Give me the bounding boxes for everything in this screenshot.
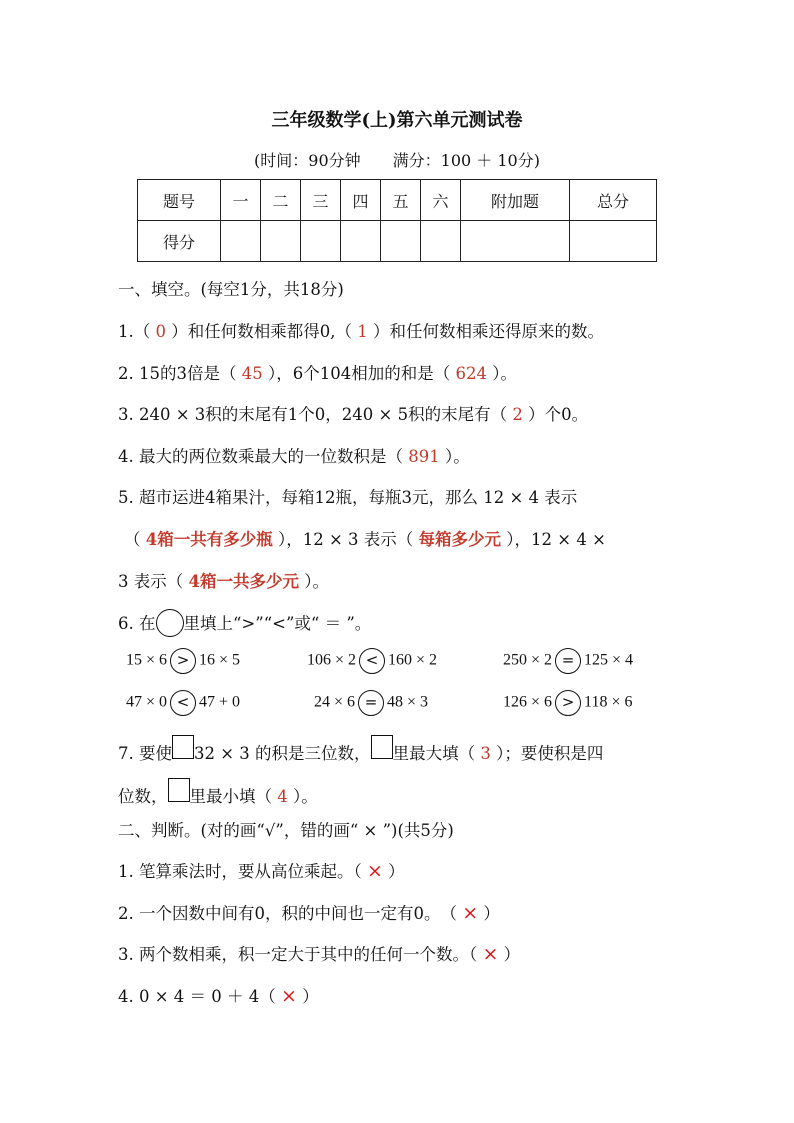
question-6 (118, 610, 371, 639)
question-text: ，12 × 3 表示 (286, 530, 397, 549)
question-text: 1. (118, 322, 134, 341)
question-text: 3 表示 (118, 572, 167, 591)
comparison-item (126, 648, 240, 674)
question-text: ，6个104相加的和是 (276, 364, 434, 383)
comparison-item (126, 690, 240, 716)
comparison-answer: = (358, 690, 384, 716)
answer: 1 (357, 322, 368, 341)
question-5-line-3: 3 表示（ 4箱一共多少元 ）。 (118, 572, 329, 591)
question-text: 个0。 (544, 405, 589, 424)
answer: 4箱一共有多少瓶 (145, 530, 273, 549)
expression: 24 × 6 (314, 693, 356, 711)
expression: 15 × 6 (126, 651, 168, 669)
answer: 4 (277, 787, 288, 806)
question-text: 里最大填（ (392, 744, 476, 763)
question-text: 2. 15的3倍是 (118, 364, 220, 383)
score-input-cell[interactable] (341, 221, 381, 262)
question-text: 。 (312, 572, 329, 591)
table-cell: 总分 (570, 180, 657, 221)
question-text: 。 (500, 364, 517, 383)
question-5-line-2: （ 4箱一共有多少瓶 ），12 × 3 表示（ 每箱多少元 ），12 × 4 × (124, 530, 606, 549)
table-cell: 六 (421, 180, 461, 221)
question-7-line-2 (118, 778, 318, 807)
score-input-cell[interactable] (421, 221, 461, 262)
wrong-mark-icon: × (482, 943, 499, 965)
section-heading-fill-blank: 一、填空。(每空1分，共18分) (118, 280, 344, 299)
score-table-score-row (138, 221, 657, 262)
question-text: 6. 在 (118, 614, 156, 633)
question-text: ）；要使积是四 (496, 744, 604, 763)
question-text: 和任何数相乘都得0, (187, 322, 336, 341)
square-box-icon (371, 735, 393, 759)
answer: 3 (480, 744, 491, 763)
answer: 每箱多少元 (418, 530, 502, 549)
comparison-item (314, 690, 428, 716)
comparison-item (307, 648, 437, 674)
score-input-cell[interactable] (261, 221, 301, 262)
table-cell: 一 (221, 180, 261, 221)
score-input-cell[interactable] (570, 221, 657, 262)
question-text: 7. 要使 (118, 744, 172, 763)
page-title: 三年级数学(上)第六单元测试卷 (271, 110, 523, 131)
score-input-cell[interactable] (461, 221, 570, 262)
answer: 0 (155, 322, 166, 341)
question-text: ，12 × 4 × (514, 530, 606, 549)
expression: 106 × 2 (307, 651, 357, 669)
answer: 624 (455, 364, 487, 383)
question-text: 。 (453, 447, 470, 466)
table-cell: 四 (341, 180, 381, 221)
comparison-answer: = (555, 648, 581, 674)
expression: 118 × 6 (584, 693, 633, 711)
answer: 4箱一共多少元 (188, 572, 299, 591)
comparison-answer: > (170, 648, 196, 674)
expression: 47 + 0 (199, 693, 241, 711)
question-text: 位数， (118, 787, 168, 806)
judgement-item: 1. 笔算乘法时，要从高位乘起。（ × ） (118, 860, 405, 882)
wrong-mark-icon: × (367, 860, 383, 882)
table-cell: 三 (301, 180, 341, 221)
comparison-item (503, 648, 633, 674)
comparison-answer: > (555, 690, 581, 716)
question-text: 里填上“>”“<”或“ ＝ ”。 (183, 614, 372, 633)
answer: 891 (408, 447, 440, 466)
judgement-item: 2. 一个因数中间有0，积的中间也一定有0。 （ × ） (118, 902, 500, 924)
question-7-line-1 (118, 735, 603, 764)
score-table-header-row (138, 180, 657, 221)
question-3: 3. 240 × 3积的末尾有1个0，240 × 5积的末尾有（ 2 ）个0。 (118, 405, 589, 424)
score-input-cell[interactable] (221, 221, 261, 262)
question-text: 1. 笔算乘法时，要从高位乘起。 (118, 862, 354, 881)
answer: 2 (512, 405, 523, 424)
question-5-line-1: 5. 超市运进4箱果汁，每箱12瓶，每瓶3元，那么 12 × 4 表示 (118, 488, 578, 507)
circle-icon (156, 609, 184, 637)
expression: 250 × 2 (503, 651, 553, 669)
question-text: 里最小填（ (189, 787, 272, 806)
question-4: 4. 最大的两位数乘最大的一位数积是（ 891 ）。 (118, 447, 470, 466)
question-text: 4. 最大的两位数乘最大的一位数积是 (118, 447, 387, 466)
score-table (137, 179, 657, 262)
question-text: 32 × 3 的积是三位数， (194, 744, 371, 763)
question-text: 和任何数相乘还得原来的数。 (389, 322, 604, 341)
expression: 160 × 2 (388, 651, 438, 669)
table-cell: 二 (261, 180, 301, 221)
exam-info: (时间：90分钟 满分：100 ＋ 10分) (254, 151, 540, 170)
question-text: ）。 (293, 787, 318, 806)
comparison-item (503, 690, 632, 716)
question-text: 4. 0 × 4 ＝ 0 ＋ 4 (118, 987, 260, 1006)
comparison-answer: < (170, 690, 196, 716)
square-box-icon (172, 735, 194, 759)
wrong-mark-icon: × (462, 902, 479, 924)
table-cell: 得分 (138, 221, 221, 262)
comparison-answer: < (359, 648, 385, 674)
expression: 48 × 3 (387, 693, 429, 711)
question-text: 2. 一个因数中间有0，积的中间也一定有0。 (118, 904, 433, 923)
table-cell: 五 (381, 180, 421, 221)
score-input-cell[interactable] (301, 221, 341, 262)
answer: 45 (241, 364, 263, 383)
judgement-item: 4. 0 × 4 ＝ 0 ＋ 4（ × ） (118, 985, 319, 1007)
expression: 126 × 6 (503, 693, 553, 711)
section-heading-true-false: 二、判断。(对的画“√”，错的画“ × ”)(共5分) (118, 821, 454, 840)
question-1: 1.（ 0 ）和任何数相乘都得0,（ 1 ）和任何数相乘还得原来的数。 (118, 322, 604, 341)
question-2: 2. 15的3倍是（ 45 ），6个104相加的和是（ 624 ）。 (118, 364, 517, 383)
square-box-icon (168, 778, 190, 802)
table-cell: 附加题 (461, 180, 570, 221)
question-text: 3. 240 × 3积的末尾有1个0，240 × 5积的末尾有 (118, 405, 491, 424)
judgement-item: 3. 两个数相乘，积一定大于其中的任何一个数。（ × ） (118, 943, 521, 965)
wrong-mark-icon: × (281, 985, 297, 1007)
question-text: 3. 两个数相乘，积一定大于其中的任何一个数。 (118, 945, 469, 964)
expression: 16 × 5 (199, 651, 241, 669)
table-cell: 题号 (138, 180, 221, 221)
expression: 47 × 0 (126, 693, 168, 711)
score-input-cell[interactable] (381, 221, 421, 262)
expression: 125 × 4 (584, 651, 634, 669)
